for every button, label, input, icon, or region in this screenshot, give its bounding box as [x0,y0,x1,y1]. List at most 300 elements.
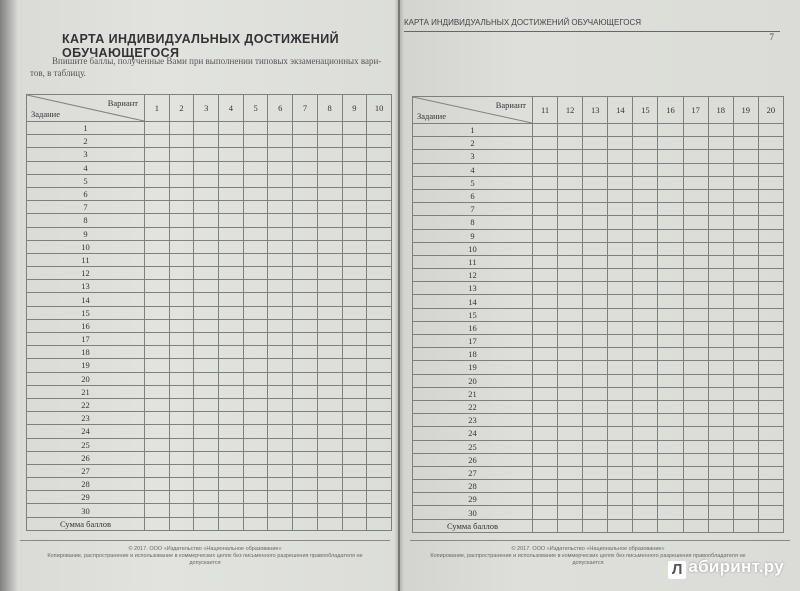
sum-cell[interactable] [145,517,170,530]
score-cell[interactable] [145,267,170,280]
score-cell[interactable] [608,242,633,255]
score-cell[interactable] [733,414,758,427]
score-cell[interactable] [317,122,342,135]
score-cell[interactable] [317,425,342,438]
score-cell[interactable] [733,137,758,150]
score-cell[interactable] [317,333,342,346]
score-cell[interactable] [683,374,708,387]
score-cell[interactable] [708,163,733,176]
score-cell[interactable] [194,398,219,411]
score-cell[interactable] [733,255,758,268]
score-cell[interactable] [243,491,268,504]
score-cell[interactable] [758,137,783,150]
score-cell[interactable] [268,214,293,227]
score-cell[interactable] [533,229,558,242]
score-cell[interactable] [342,161,367,174]
score-cell[interactable] [558,348,583,361]
score-cell[interactable] [268,161,293,174]
score-cell[interactable] [219,385,244,398]
score-cell[interactable] [683,124,708,137]
score-cell[interactable] [268,253,293,266]
score-cell[interactable] [708,348,733,361]
score-cell[interactable] [219,319,244,332]
score-cell[interactable] [268,293,293,306]
score-cell[interactable] [758,255,783,268]
score-cell[interactable] [533,242,558,255]
score-cell[interactable] [317,214,342,227]
score-cell[interactable] [194,122,219,135]
score-cell[interactable] [169,412,194,425]
score-cell[interactable] [145,333,170,346]
score-cell[interactable] [558,242,583,255]
score-cell[interactable] [342,385,367,398]
score-cell[interactable] [194,491,219,504]
score-cell[interactable] [708,255,733,268]
score-cell[interactable] [758,176,783,189]
score-cell[interactable] [293,253,318,266]
score-cell[interactable] [268,135,293,148]
score-cell[interactable] [583,348,608,361]
score-cell[interactable] [169,293,194,306]
sum-cell[interactable] [342,517,367,530]
score-cell[interactable] [243,504,268,517]
score-cell[interactable] [367,438,392,451]
score-cell[interactable] [583,282,608,295]
score-cell[interactable] [169,201,194,214]
score-cell[interactable] [658,163,683,176]
score-cell[interactable] [708,506,733,519]
score-cell[interactable] [293,319,318,332]
sum-cell[interactable] [293,517,318,530]
score-cell[interactable] [367,201,392,214]
score-cell[interactable] [683,321,708,334]
score-cell[interactable] [145,478,170,491]
score-cell[interactable] [683,506,708,519]
score-cell[interactable] [145,412,170,425]
score-cell[interactable] [268,280,293,293]
score-cell[interactable] [533,163,558,176]
score-cell[interactable] [194,319,219,332]
score-cell[interactable] [558,269,583,282]
score-cell[interactable] [758,124,783,137]
score-cell[interactable] [758,308,783,321]
score-cell[interactable] [733,427,758,440]
score-cell[interactable] [169,267,194,280]
score-cell[interactable] [194,372,219,385]
score-cell[interactable] [708,137,733,150]
score-cell[interactable] [194,280,219,293]
score-cell[interactable] [293,306,318,319]
score-cell[interactable] [317,187,342,200]
score-cell[interactable] [219,491,244,504]
score-cell[interactable] [683,427,708,440]
score-cell[interactable] [367,359,392,372]
score-cell[interactable] [758,453,783,466]
score-cell[interactable] [733,269,758,282]
score-cell[interactable] [558,493,583,506]
score-cell[interactable] [658,189,683,202]
score-cell[interactable] [658,150,683,163]
score-cell[interactable] [608,282,633,295]
score-cell[interactable] [608,124,633,137]
score-cell[interactable] [243,214,268,227]
score-cell[interactable] [683,242,708,255]
score-cell[interactable] [708,269,733,282]
score-cell[interactable] [583,255,608,268]
score-cell[interactable] [342,122,367,135]
score-cell[interactable] [708,242,733,255]
score-cell[interactable] [733,466,758,479]
score-cell[interactable] [317,412,342,425]
score-cell[interactable] [608,269,633,282]
score-cell[interactable] [268,398,293,411]
sum-cell[interactable] [733,519,758,532]
score-cell[interactable] [708,282,733,295]
score-cell[interactable] [533,466,558,479]
score-cell[interactable] [583,242,608,255]
score-cell[interactable] [583,440,608,453]
score-cell[interactable] [194,451,219,464]
score-cell[interactable] [367,319,392,332]
score-cell[interactable] [758,427,783,440]
score-cell[interactable] [758,440,783,453]
score-cell[interactable] [608,506,633,519]
score-cell[interactable] [367,372,392,385]
score-cell[interactable] [243,122,268,135]
score-cell[interactable] [367,385,392,398]
score-cell[interactable] [633,255,658,268]
score-cell[interactable] [169,187,194,200]
score-cell[interactable] [558,321,583,334]
score-cell[interactable] [633,163,658,176]
score-cell[interactable] [658,308,683,321]
score-cell[interactable] [194,333,219,346]
score-cell[interactable] [633,440,658,453]
score-cell[interactable] [633,216,658,229]
score-cell[interactable] [145,359,170,372]
score-cell[interactable] [533,335,558,348]
score-cell[interactable] [583,229,608,242]
score-cell[interactable] [533,216,558,229]
score-cell[interactable] [317,359,342,372]
score-cell[interactable] [342,464,367,477]
score-cell[interactable] [169,478,194,491]
sum-cell[interactable] [317,517,342,530]
score-cell[interactable] [367,346,392,359]
score-cell[interactable] [293,359,318,372]
score-cell[interactable] [243,135,268,148]
score-cell[interactable] [268,346,293,359]
score-cell[interactable] [658,440,683,453]
score-cell[interactable] [608,427,633,440]
score-cell[interactable] [169,464,194,477]
score-cell[interactable] [268,359,293,372]
score-cell[interactable] [558,295,583,308]
score-cell[interactable] [367,135,392,148]
score-cell[interactable] [342,478,367,491]
score-cell[interactable] [293,187,318,200]
score-cell[interactable] [583,453,608,466]
score-cell[interactable] [293,438,318,451]
score-cell[interactable] [633,414,658,427]
score-cell[interactable] [733,295,758,308]
score-cell[interactable] [558,440,583,453]
score-cell[interactable] [169,240,194,253]
score-cell[interactable] [733,203,758,216]
score-cell[interactable] [317,174,342,187]
score-cell[interactable] [533,440,558,453]
score-cell[interactable] [367,306,392,319]
score-cell[interactable] [758,150,783,163]
score-cell[interactable] [293,385,318,398]
score-cell[interactable] [293,464,318,477]
score-cell[interactable] [583,321,608,334]
score-cell[interactable] [733,361,758,374]
score-cell[interactable] [733,242,758,255]
score-cell[interactable] [658,361,683,374]
score-cell[interactable] [608,176,633,189]
score-cell[interactable] [194,346,219,359]
score-cell[interactable] [367,398,392,411]
score-cell[interactable] [608,137,633,150]
score-cell[interactable] [558,189,583,202]
score-cell[interactable] [145,201,170,214]
score-cell[interactable] [243,438,268,451]
score-cell[interactable] [558,203,583,216]
score-cell[interactable] [658,493,683,506]
score-cell[interactable] [608,348,633,361]
score-cell[interactable] [608,321,633,334]
score-cell[interactable] [658,269,683,282]
score-cell[interactable] [317,504,342,517]
score-cell[interactable] [608,361,633,374]
score-cell[interactable] [194,425,219,438]
score-cell[interactable] [758,203,783,216]
score-cell[interactable] [558,308,583,321]
sum-cell[interactable] [268,517,293,530]
sum-cell[interactable] [683,519,708,532]
score-cell[interactable] [293,227,318,240]
score-cell[interactable] [367,504,392,517]
score-cell[interactable] [608,440,633,453]
score-cell[interactable] [658,255,683,268]
score-cell[interactable] [533,453,558,466]
score-cell[interactable] [293,122,318,135]
score-cell[interactable] [268,478,293,491]
score-cell[interactable] [293,135,318,148]
score-cell[interactable] [758,242,783,255]
score-cell[interactable] [658,427,683,440]
score-cell[interactable] [243,148,268,161]
score-cell[interactable] [708,335,733,348]
score-cell[interactable] [367,412,392,425]
score-cell[interactable] [293,267,318,280]
score-cell[interactable] [145,438,170,451]
score-cell[interactable] [533,506,558,519]
score-cell[interactable] [558,216,583,229]
score-cell[interactable] [268,306,293,319]
score-cell[interactable] [145,451,170,464]
score-cell[interactable] [708,124,733,137]
score-cell[interactable] [342,214,367,227]
score-cell[interactable] [708,493,733,506]
score-cell[interactable] [342,174,367,187]
sum-cell[interactable] [608,519,633,532]
score-cell[interactable] [243,227,268,240]
score-cell[interactable] [683,295,708,308]
score-cell[interactable] [219,504,244,517]
score-cell[interactable] [633,242,658,255]
score-cell[interactable] [633,229,658,242]
score-cell[interactable] [145,372,170,385]
score-cell[interactable] [317,306,342,319]
score-cell[interactable] [708,387,733,400]
score-cell[interactable] [658,348,683,361]
score-cell[interactable] [367,214,392,227]
score-cell[interactable] [194,504,219,517]
score-cell[interactable] [219,306,244,319]
score-cell[interactable] [243,280,268,293]
score-cell[interactable] [219,148,244,161]
score-cell[interactable] [145,464,170,477]
score-cell[interactable] [268,122,293,135]
score-cell[interactable] [145,122,170,135]
score-cell[interactable] [658,137,683,150]
score-cell[interactable] [658,400,683,413]
score-cell[interactable] [342,201,367,214]
score-cell[interactable] [583,414,608,427]
score-cell[interactable] [145,280,170,293]
score-cell[interactable] [243,464,268,477]
score-cell[interactable] [733,440,758,453]
score-cell[interactable] [194,478,219,491]
score-cell[interactable] [317,451,342,464]
score-cell[interactable] [658,387,683,400]
score-cell[interactable] [268,385,293,398]
score-cell[interactable] [708,453,733,466]
score-cell[interactable] [145,425,170,438]
score-cell[interactable] [194,359,219,372]
score-cell[interactable] [683,493,708,506]
score-cell[interactable] [219,359,244,372]
score-cell[interactable] [633,335,658,348]
score-cell[interactable] [145,346,170,359]
score-cell[interactable] [733,189,758,202]
score-cell[interactable] [758,493,783,506]
score-cell[interactable] [194,135,219,148]
score-cell[interactable] [219,346,244,359]
score-cell[interactable] [733,150,758,163]
score-cell[interactable] [293,478,318,491]
score-cell[interactable] [733,176,758,189]
score-cell[interactable] [342,319,367,332]
score-cell[interactable] [219,398,244,411]
score-cell[interactable] [243,385,268,398]
score-cell[interactable] [558,150,583,163]
score-cell[interactable] [683,203,708,216]
score-cell[interactable] [733,124,758,137]
score-cell[interactable] [243,478,268,491]
score-cell[interactable] [758,282,783,295]
score-cell[interactable] [733,374,758,387]
score-cell[interactable] [683,229,708,242]
score-cell[interactable] [293,491,318,504]
score-cell[interactable] [608,466,633,479]
score-cell[interactable] [293,451,318,464]
score-cell[interactable] [268,240,293,253]
score-cell[interactable] [583,203,608,216]
score-cell[interactable] [658,295,683,308]
score-cell[interactable] [169,504,194,517]
score-cell[interactable] [708,361,733,374]
score-cell[interactable] [194,148,219,161]
score-cell[interactable] [268,451,293,464]
score-cell[interactable] [583,374,608,387]
score-cell[interactable] [145,161,170,174]
score-cell[interactable] [145,319,170,332]
score-cell[interactable] [583,427,608,440]
score-cell[interactable] [733,321,758,334]
score-cell[interactable] [758,374,783,387]
score-cell[interactable] [558,453,583,466]
score-cell[interactable] [758,269,783,282]
score-cell[interactable] [533,295,558,308]
score-cell[interactable] [633,189,658,202]
score-cell[interactable] [367,122,392,135]
score-cell[interactable] [243,359,268,372]
score-cell[interactable] [658,335,683,348]
score-cell[interactable] [219,451,244,464]
score-cell[interactable] [194,438,219,451]
score-cell[interactable] [708,400,733,413]
score-cell[interactable] [169,161,194,174]
score-cell[interactable] [533,480,558,493]
score-cell[interactable] [268,319,293,332]
score-cell[interactable] [169,451,194,464]
score-cell[interactable] [583,387,608,400]
score-cell[interactable] [558,163,583,176]
score-cell[interactable] [683,216,708,229]
score-cell[interactable] [733,506,758,519]
score-cell[interactable] [683,414,708,427]
score-cell[interactable] [608,150,633,163]
score-cell[interactable] [342,438,367,451]
score-cell[interactable] [758,466,783,479]
sum-cell[interactable] [708,519,733,532]
score-cell[interactable] [293,214,318,227]
score-cell[interactable] [268,438,293,451]
score-cell[interactable] [633,374,658,387]
score-cell[interactable] [583,216,608,229]
score-cell[interactable] [219,122,244,135]
score-cell[interactable] [683,348,708,361]
score-cell[interactable] [367,425,392,438]
score-cell[interactable] [243,306,268,319]
score-cell[interactable] [342,293,367,306]
score-cell[interactable] [733,493,758,506]
score-cell[interactable] [194,227,219,240]
score-cell[interactable] [658,282,683,295]
score-cell[interactable] [658,414,683,427]
score-cell[interactable] [194,201,219,214]
score-cell[interactable] [145,398,170,411]
score-cell[interactable] [633,466,658,479]
score-cell[interactable] [583,295,608,308]
score-cell[interactable] [293,504,318,517]
score-cell[interactable] [194,240,219,253]
score-cell[interactable] [608,229,633,242]
score-cell[interactable] [317,491,342,504]
